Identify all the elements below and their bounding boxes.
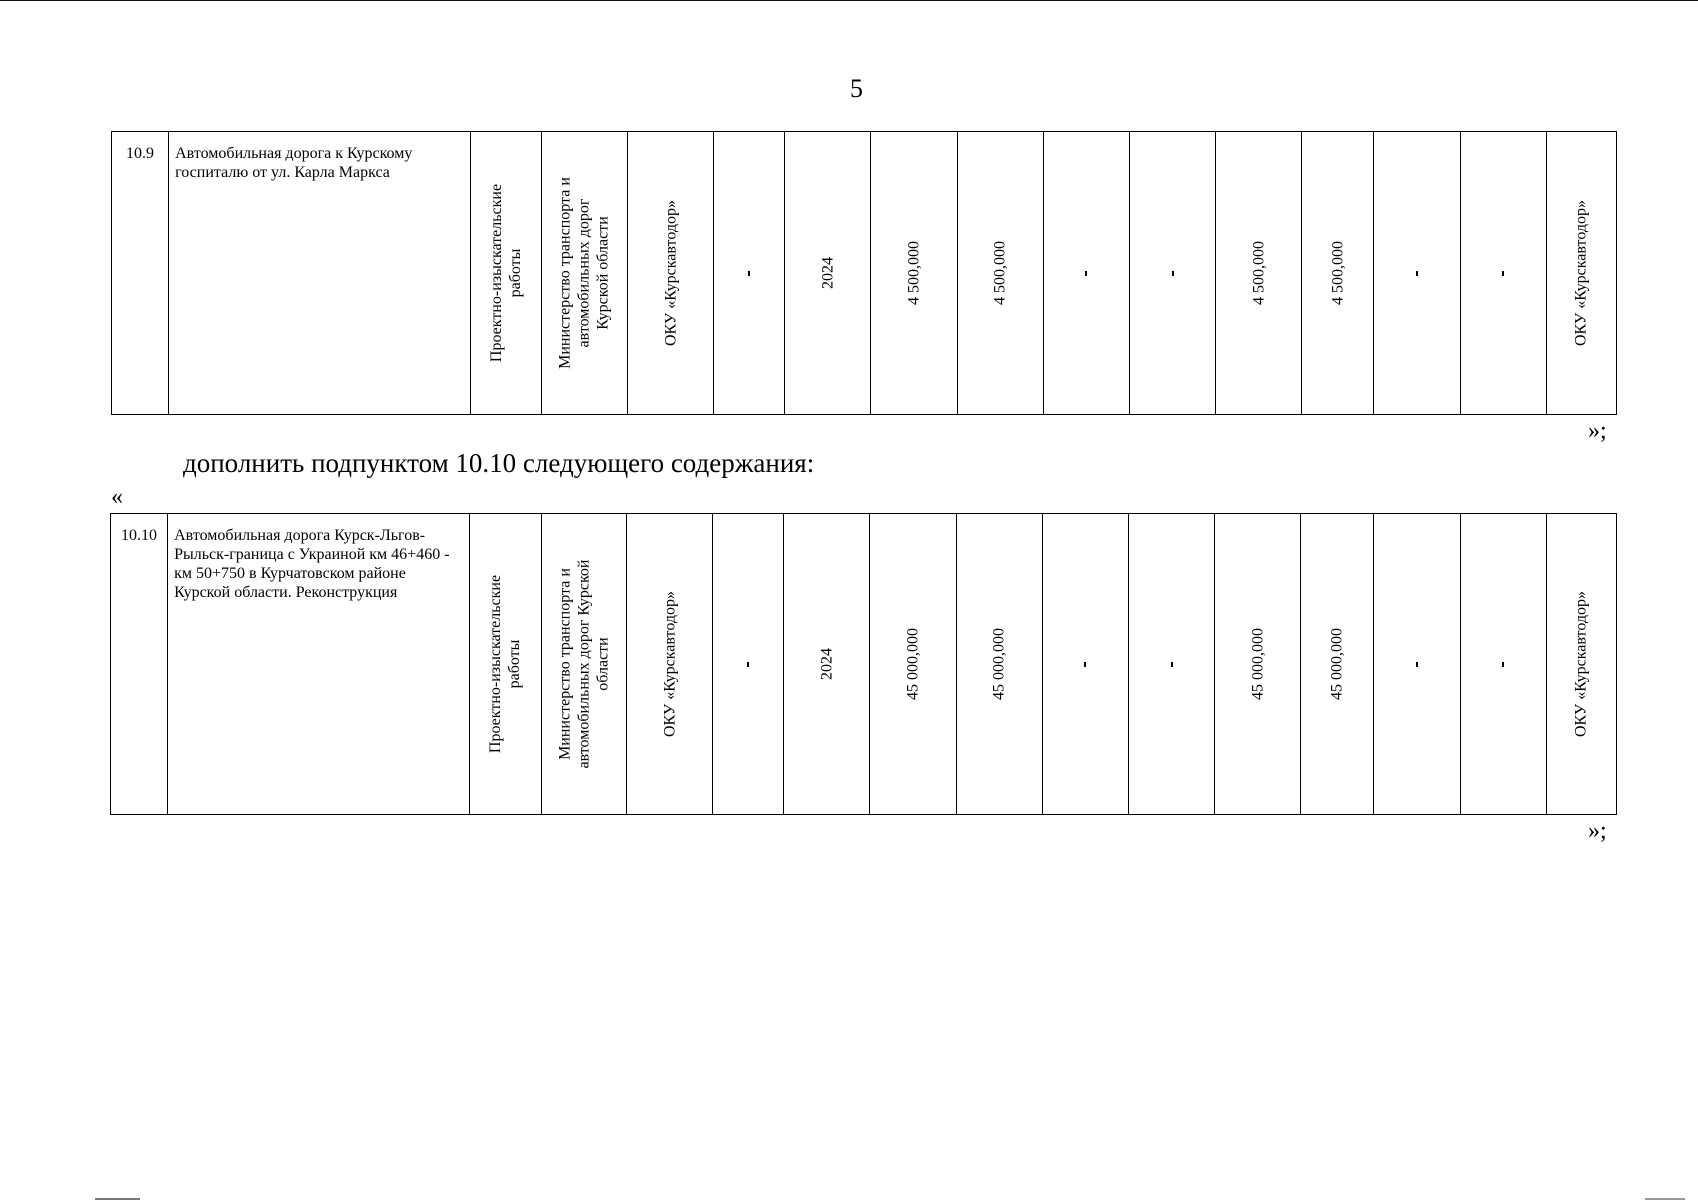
col5-cell <box>714 132 785 415</box>
dash-mark <box>1502 271 1504 276</box>
amount-1: 4 500,000 <box>905 241 923 305</box>
page-number: 5 <box>850 74 863 103</box>
ministry-line: автомобильных дорог <box>575 198 593 348</box>
work-type <box>486 575 524 753</box>
dash-mark <box>747 662 749 667</box>
object-name: Автомобильная дорога Курск-Льгов-Рыльск-граница с Украиной км 46+460 - км 50+750 в Курчатовском районе Курской области. Реконструкция <box>168 514 470 815</box>
work-type <box>487 184 525 362</box>
dash-mark <box>748 271 750 276</box>
dash-mark <box>1416 271 1418 276</box>
year: 2024 <box>819 257 837 289</box>
col5-cell <box>713 514 784 815</box>
col9-cell <box>1042 514 1128 815</box>
amount-3: 45 000,000 <box>1249 628 1267 700</box>
executor: ОКУ «Курскавтодор» <box>1572 199 1590 347</box>
dash-mark <box>1502 662 1504 667</box>
executor: ОКУ «Курскавтодор» <box>1572 590 1590 738</box>
work-type-cell <box>470 132 541 415</box>
amount-3: 4 500,000 <box>1250 241 1268 305</box>
amount-cell <box>956 514 1042 815</box>
col10-cell <box>1128 514 1214 815</box>
open-quote: « <box>111 484 123 510</box>
amount-cell <box>871 132 957 415</box>
work-type-cell <box>469 514 541 815</box>
amount-2: 45 000,000 <box>990 628 1008 700</box>
table-row-10-10 <box>110 513 1617 815</box>
customer-cell <box>628 132 714 415</box>
ministry-line: области <box>594 637 612 691</box>
amount-4: 4 500,000 <box>1329 241 1347 305</box>
amount-4: 45 000,000 <box>1328 628 1346 700</box>
customer: ОКУ «Курскавтодор» <box>662 199 680 347</box>
ministry-cell <box>541 132 627 415</box>
page-top-edge <box>0 0 1698 1</box>
col14-cell <box>1460 514 1546 815</box>
col10-cell <box>1129 132 1215 415</box>
col13-cell <box>1374 514 1460 815</box>
amount-cell <box>957 132 1043 415</box>
close-quote: »; <box>1588 818 1607 844</box>
work-type-line: работы <box>506 248 524 298</box>
year: 2024 <box>818 648 836 680</box>
col14-cell <box>1460 132 1546 415</box>
work-type-line: Проектно-изыскательские <box>487 574 505 754</box>
col9-cell <box>1043 132 1129 415</box>
table-row-10-9 <box>111 131 1617 415</box>
ministry-line: Министерство транспорта и <box>556 177 574 369</box>
col13-cell <box>1374 132 1460 415</box>
ministry-cell <box>541 514 626 815</box>
amount-cell <box>1215 514 1301 815</box>
ministry-line: Курской области <box>594 216 612 330</box>
row-number: 10.10 <box>111 514 168 815</box>
amount-1: 45 000,000 <box>904 628 922 700</box>
dash-mark <box>1085 271 1087 276</box>
ministry <box>555 560 612 769</box>
year-cell <box>785 132 871 415</box>
ministry-line: Министерство транспорта и <box>556 568 574 760</box>
row-number: 10.9 <box>112 132 169 415</box>
dash-mark <box>1172 271 1174 276</box>
amount-cell <box>1301 514 1374 815</box>
ministry-line: автомобильных дорог Курской <box>575 559 593 769</box>
amount-cell <box>1302 132 1374 415</box>
year-cell <box>784 514 870 815</box>
ministry <box>556 177 613 369</box>
amount-cell <box>870 514 956 815</box>
dash-mark <box>1171 662 1173 667</box>
dash-mark <box>1084 662 1086 667</box>
dash-mark <box>1416 662 1418 667</box>
object-name: Автомобильная дорога к Курскому госпиталю от ул. Карла Маркса <box>169 132 471 415</box>
customer-cell <box>627 514 713 815</box>
executor-cell <box>1546 132 1616 415</box>
work-type-line: работы <box>506 639 524 689</box>
executor-cell <box>1546 514 1616 815</box>
intro-text: дополнить подпунктом 10.10 следующего содержания: <box>183 448 815 478</box>
work-type-line: Проектно-изыскательские <box>487 183 505 363</box>
customer: ОКУ «Курскавтодор» <box>661 590 679 738</box>
amount-cell <box>1216 132 1302 415</box>
amount-2: 4 500,000 <box>991 241 1009 305</box>
close-quote: »; <box>1588 418 1607 444</box>
